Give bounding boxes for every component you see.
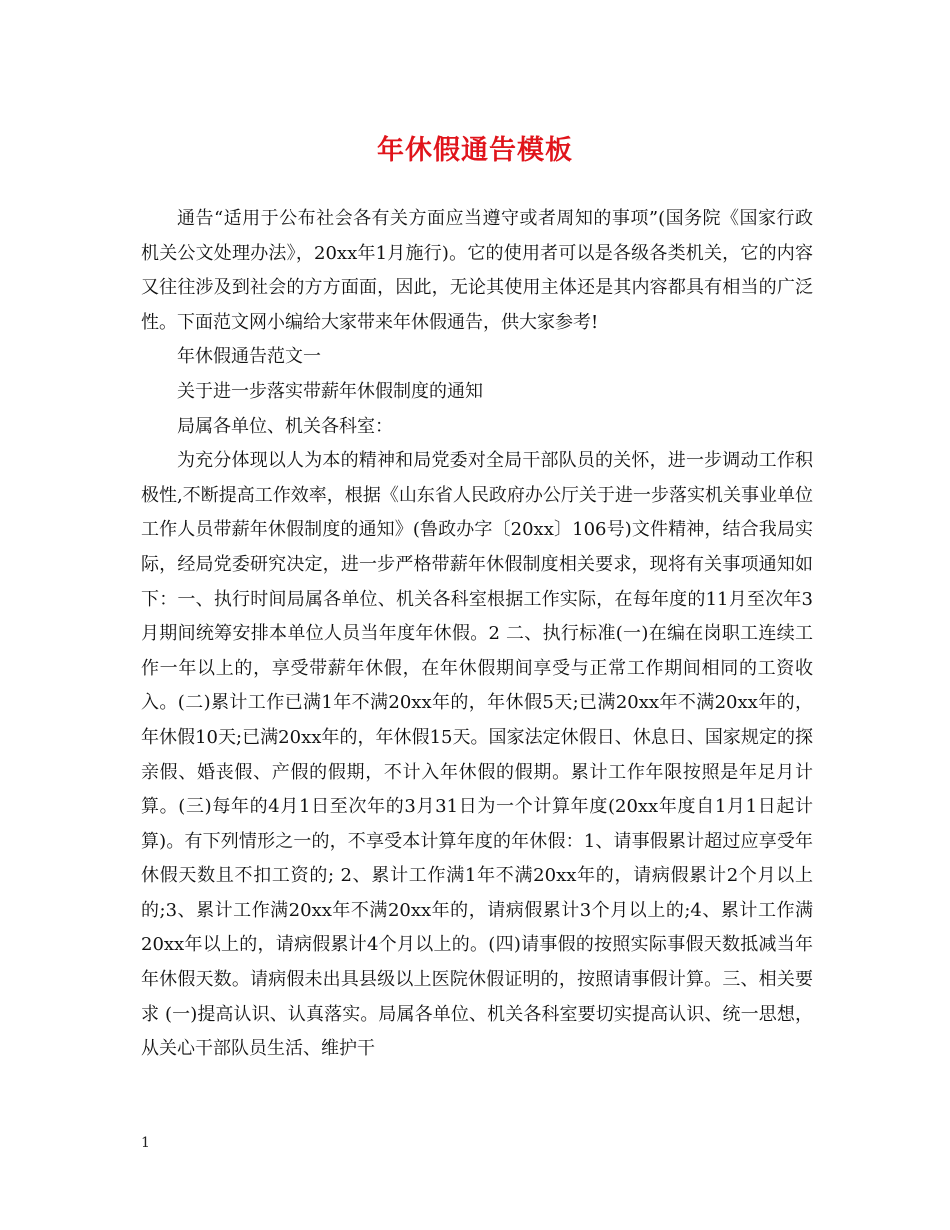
salutation: 局属各单位、机关各科室： <box>177 415 393 437</box>
sample-heading: 年休假通告范文一 <box>177 346 321 368</box>
document-title: 年休假通告模板 <box>377 135 573 166</box>
intro-paragraph: 通告“适用于公布社会各有关方面应当遵守或者周知的事项”(国务院《国家行政机关公文处理办法》，20xx年1月施行)。它的使用者可以是各级各类机关，它的内容又往往涉及到社会的方方面面，因此，无论其使用主体还是其内容都具有相当的广泛性。下面范文网小编给大家带来年休假通告，供大家参考! <box>141 208 813 333</box>
document-body <box>141 202 813 1067</box>
page-number: 1 <box>141 1135 150 1151</box>
notice-title: 关于进一步落实带薪年休假制度的通知 <box>177 380 483 402</box>
notice-body-paragraph: 为充分体现以人为本的精神和局党委对全局干部队员的关怀，进一步调动工作积极性,不断提高工作效率，根据《山东省人民政府办公厅关于进一步落实机关事业单位工作人员带薪年休假制度的通知》(鲁政办字〔20xx〕106号)文件精神，结合我局实际，经局党委研究决定，进一步严格带薪年休假制度相关要求，现将有关事项通知如下：一、执行时间局属各单位、机关各科室根据工作实际，在每年度的11月至次年3月期间统筹安排本单位人员当年度年休假。2 二、执行标准(一)在编在岗职工连续工作一年以上的，享受带薪年休假，在年休假期间享受与正常工作期间相同的工资收入。(二)累计工作已满1年不满20xx年的，年休假5天;已满20xx年不满20xx年的，年休假10天;已满20xx年的，年休假15天。国家法定休假日、休息日、国家规定的探亲假、婚丧假、产假的假期，不计入年休假的假期。累计工作年限按照是年足月计算。(三)每年的4月1日至次年的3月31日为一个计算年度(20xx年度自1月1日起计算)。有下列情形之一的，不享受本计算年度的年休假：1、请事假累计超过应享受年休假天数且不扣工资的; 2、累计工作满1年不满20xx年的，请病假累计2个月以上的;3、累计工作满20xx年不满20xx年的，请病假累计3个月以上的;4、累计工作满20xx年以上的，请病假累计4个月以上的。(四)请事假的按照实际事假天数抵减当年年休假天数。请病假未出具县级以上医院休假证明的，按照请事假计算。三、相关要求 (一)提高认识、认真落实。局属各单位、机关各科室要切实提高认识、统一思想，从关心干部队员生活、维护干 <box>141 450 813 1060</box>
